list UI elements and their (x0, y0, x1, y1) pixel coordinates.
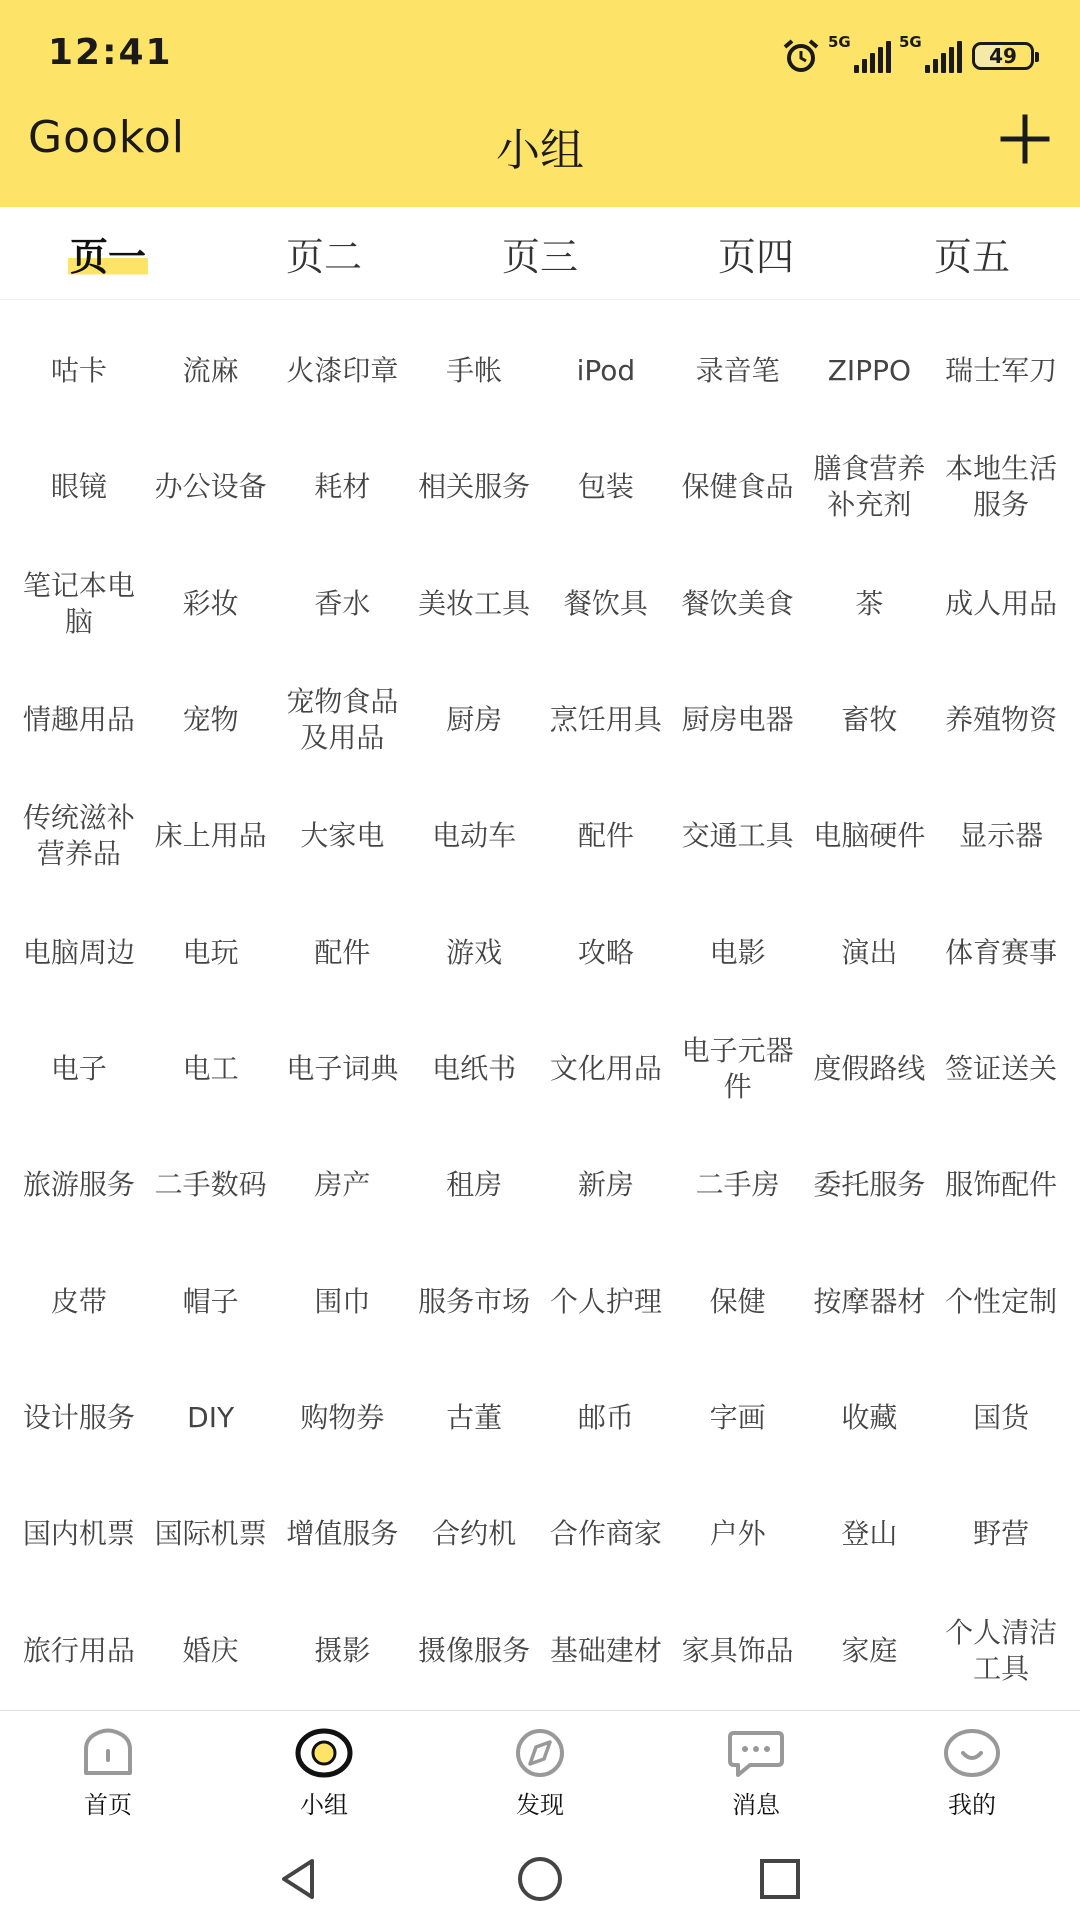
category-item[interactable]: 户外 (709, 1517, 766, 1551)
category-item[interactable]: 传统滋补营养品 (22, 801, 135, 871)
category-item[interactable]: 电子 (50, 1052, 107, 1086)
nav-messages[interactable] (648, 1711, 864, 1839)
nav-profile-label: 我的 (948, 1791, 996, 1819)
category-item[interactable]: 房产 (314, 1168, 371, 1202)
category-item[interactable]: 畜牧 (841, 703, 898, 737)
category-item[interactable]: 帽子 (182, 1284, 239, 1318)
category-item[interactable]: 租房 (446, 1168, 503, 1202)
category-item[interactable]: 国货 (973, 1401, 1030, 1435)
nav-profile[interactable] (864, 1711, 1080, 1839)
nav-home[interactable] (0, 1711, 216, 1839)
category-item[interactable]: DIY (187, 1401, 235, 1435)
category-item[interactable]: 宠物 (182, 703, 239, 737)
category-item[interactable]: 配件 (577, 819, 634, 853)
category-item[interactable]: 烹饪用具 (549, 703, 662, 737)
tab-label: 页一 (68, 226, 148, 281)
nav-group-label: 小组 (300, 1791, 348, 1819)
category-item[interactable]: 手帐 (446, 354, 503, 388)
category-item[interactable]: 服饰配件 (945, 1168, 1058, 1202)
top-header (0, 0, 1080, 207)
category-item[interactable]: 旅游服务 (22, 1168, 135, 1202)
category-item[interactable]: 办公设备 (154, 470, 267, 504)
category-item[interactable]: 个人清洁工具 (945, 1615, 1058, 1685)
category-item[interactable]: 皮带 (50, 1284, 107, 1318)
network-type-label: 5G (899, 33, 922, 51)
category-item[interactable]: 大家电 (300, 819, 385, 853)
page-title: 小组 (496, 125, 584, 176)
category-item[interactable]: 眼镜 (50, 470, 107, 504)
category-item[interactable]: 游戏 (446, 935, 503, 969)
network-type-label: 5G (828, 33, 851, 51)
category-item[interactable]: 委托服务 (813, 1168, 926, 1202)
category-item[interactable]: 家庭 (841, 1633, 898, 1667)
category-item[interactable]: 体育赛事 (945, 935, 1058, 969)
category-item[interactable]: 摄像服务 (418, 1633, 531, 1667)
category-item[interactable]: 电工 (182, 1052, 239, 1086)
category-item[interactable]: 咕卡 (50, 354, 107, 388)
category-item[interactable]: 茶 (855, 586, 884, 620)
category-item[interactable]: 文化用品 (549, 1052, 662, 1086)
category-item[interactable]: 美妆工具 (418, 586, 531, 620)
category-item[interactable]: 成人用品 (945, 586, 1058, 620)
category-item[interactable]: 摄影 (314, 1633, 371, 1667)
category-item[interactable]: 餐饮具 (563, 586, 648, 620)
category-item[interactable]: 合约机 (432, 1517, 517, 1551)
group-icon (294, 1727, 354, 1779)
category-item[interactable]: 邮币 (577, 1401, 634, 1435)
category-item[interactable]: 厨房 (446, 703, 503, 737)
category-item[interactable]: 旅行用品 (22, 1633, 135, 1667)
home-icon (78, 1727, 138, 1779)
category-item[interactable]: 情趣用品 (22, 703, 135, 737)
category-item[interactable]: 相关服务 (418, 470, 531, 504)
category-item[interactable]: 野营 (973, 1517, 1030, 1551)
bottom-nav (0, 1710, 1080, 1839)
category-item[interactable]: 厨房电器 (681, 703, 794, 737)
category-item[interactable]: 膳食营养补充剂 (813, 452, 926, 522)
category-item[interactable]: 服务市场 (418, 1284, 531, 1318)
nav-group[interactable] (216, 1711, 432, 1839)
category-item[interactable]: 古董 (446, 1401, 503, 1435)
category-item[interactable]: 国内机票 (22, 1517, 135, 1551)
category-item[interactable]: 二手房 (695, 1168, 780, 1202)
nav-home-label: 首页 (84, 1791, 132, 1819)
profile-icon (942, 1727, 1002, 1779)
recents-icon[interactable] (754, 1853, 806, 1905)
home-circle-icon[interactable] (514, 1853, 566, 1905)
page-tabs (0, 207, 1080, 300)
category-item[interactable]: 按摩器材 (813, 1284, 926, 1318)
category-item[interactable]: 电脑周边 (22, 935, 135, 969)
tab-label: 页五 (933, 234, 1010, 279)
system-nav-bar (0, 1838, 1080, 1920)
category-item[interactable]: 家具饰品 (681, 1633, 794, 1667)
category-item[interactable]: 电脑硬件 (813, 819, 926, 853)
category-item[interactable]: 设计服务 (22, 1401, 135, 1435)
tab-page-1[interactable] (0, 207, 216, 299)
category-item[interactable]: 电影 (709, 935, 766, 969)
category-item[interactable]: 登山 (841, 1517, 898, 1551)
category-grid (13, 313, 1067, 1709)
tab-page-5[interactable] (864, 207, 1080, 299)
category-item[interactable]: 电子词典 (286, 1052, 399, 1086)
category-item[interactable]: 基础建材 (549, 1633, 662, 1667)
category-item[interactable]: 二手数码 (154, 1168, 267, 1202)
category-item[interactable]: 合作商家 (549, 1517, 662, 1551)
status-time: 12:41 (48, 32, 173, 73)
category-item[interactable]: 床上用品 (154, 819, 267, 853)
category-item[interactable]: 宠物食品及用品 (286, 685, 399, 755)
battery-level: 49 (989, 44, 1017, 68)
category-item[interactable]: 餐饮美食 (681, 586, 794, 620)
category-item[interactable]: 香水 (314, 586, 371, 620)
category-item[interactable]: 瑞士军刀 (945, 354, 1058, 388)
alarm-icon (782, 39, 820, 73)
compass-icon (510, 1727, 570, 1779)
category-item[interactable]: 本地生活服务 (945, 452, 1058, 522)
tab-label: 页三 (501, 234, 578, 279)
nav-discover-label: 发现 (516, 1791, 564, 1819)
category-item[interactable]: 保健食品 (681, 470, 794, 504)
category-item[interactable]: 笔记本电脑 (22, 568, 135, 638)
category-item[interactable]: ZIPPO (827, 354, 911, 388)
category-item[interactable]: 签证送关 (945, 1052, 1058, 1086)
category-item[interactable]: 新房 (577, 1168, 634, 1202)
back-icon[interactable] (274, 1853, 326, 1905)
category-item[interactable]: 电动车 (432, 819, 517, 853)
category-item[interactable]: 电玩 (182, 935, 239, 969)
tab-page-4[interactable] (648, 207, 864, 299)
category-item[interactable]: 流麻 (182, 354, 239, 388)
category-item[interactable]: iPod (576, 354, 636, 388)
status-icons (782, 33, 1034, 76)
category-item[interactable]: 演出 (841, 935, 898, 969)
tab-page-2[interactable] (216, 207, 432, 299)
category-item[interactable]: 个性定制 (945, 1284, 1058, 1318)
category-item[interactable]: 保健 (709, 1284, 766, 1318)
category-item[interactable]: 收藏 (841, 1401, 898, 1435)
plus-icon[interactable] (998, 112, 1052, 166)
nav-discover[interactable] (432, 1711, 648, 1839)
category-item[interactable]: 录音笔 (695, 354, 780, 388)
category-item[interactable]: 个人护理 (549, 1284, 662, 1318)
tab-label: 页二 (285, 234, 362, 279)
app-logo: Gookol (28, 112, 185, 163)
message-icon (726, 1727, 786, 1779)
category-item[interactable]: 婚庆 (182, 1633, 239, 1667)
nav-messages-label: 消息 (732, 1791, 780, 1819)
category-item[interactable]: 彩妆 (182, 586, 239, 620)
category-item[interactable]: 耗材 (314, 470, 371, 504)
category-item[interactable]: 字画 (709, 1401, 766, 1435)
battery-icon (972, 42, 1034, 70)
category-item[interactable]: 配件 (314, 935, 371, 969)
category-item[interactable]: 交通工具 (681, 819, 794, 853)
category-item[interactable]: 显示器 (959, 819, 1044, 853)
category-item[interactable]: 国际机票 (154, 1517, 267, 1551)
category-item[interactable]: 购物券 (300, 1401, 385, 1435)
category-item[interactable]: 增值服务 (286, 1517, 399, 1551)
tab-label: 页四 (717, 234, 794, 279)
category-item[interactable]: 电纸书 (432, 1052, 517, 1086)
tab-page-3[interactable] (432, 207, 648, 299)
category-item[interactable]: 度假路线 (813, 1052, 926, 1086)
signal-icon (828, 33, 891, 73)
category-item[interactable]: 攻略 (577, 935, 634, 969)
category-item[interactable]: 火漆印章 (286, 354, 399, 388)
signal-icon (899, 33, 962, 73)
category-item[interactable]: 包装 (577, 470, 634, 504)
category-item[interactable]: 养殖物资 (945, 703, 1058, 737)
category-item[interactable]: 围巾 (314, 1284, 371, 1318)
category-item[interactable]: 电子元器件 (681, 1034, 794, 1104)
